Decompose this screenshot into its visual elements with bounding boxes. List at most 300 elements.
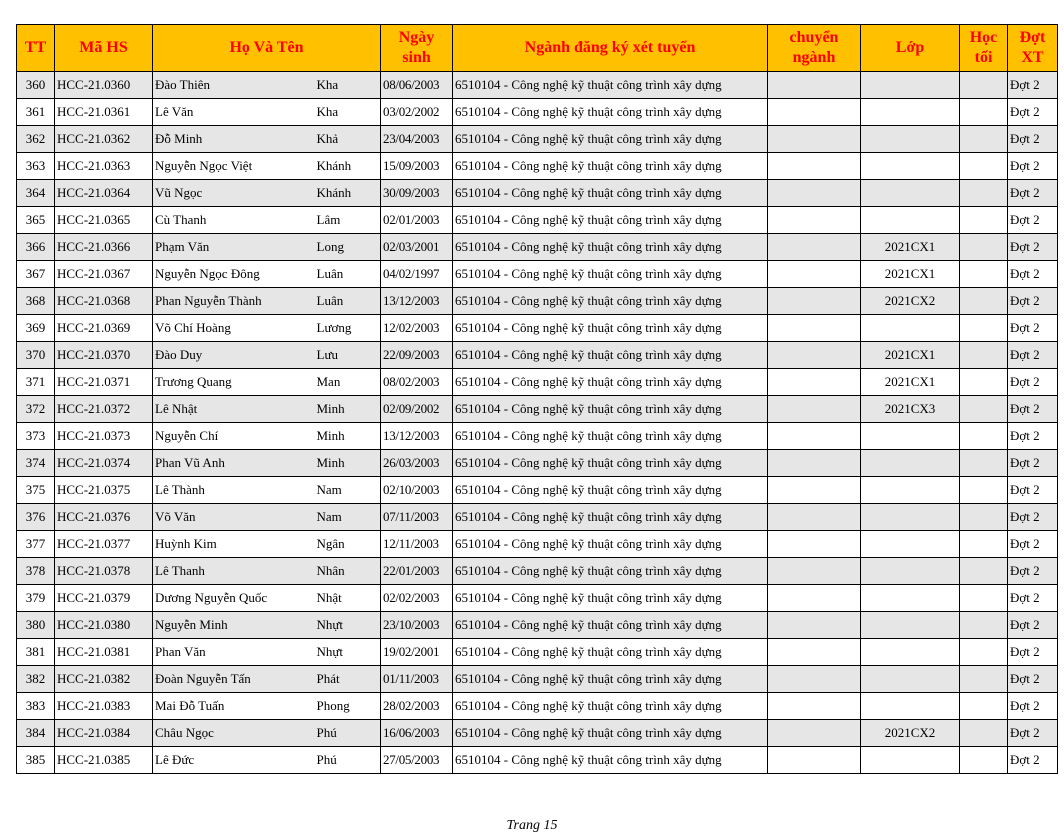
row-dot-xt-cell: Đợt 2 — [1008, 747, 1058, 774]
row-last-name-cell: Trương Quang — [153, 369, 315, 396]
row-first-name-cell: Lâm — [315, 207, 381, 234]
row-dot-xt-cell: Đợt 2 — [1008, 666, 1058, 693]
table-row — [17, 666, 1058, 693]
row-last-name-cell: Lê Văn — [153, 99, 315, 126]
row-dot-xt-cell: Đợt 2 — [1008, 369, 1058, 396]
row-major-cell: 6510104 - Công nghệ kỹ thuật công trình xây dựng — [453, 666, 768, 693]
row-ma-hs-cell: HCC-21.0385 — [55, 747, 153, 774]
row-first-name-cell: Phong — [315, 693, 381, 720]
row-chuyen-nganh-cell — [768, 261, 861, 288]
row-hoc-toi-cell — [960, 99, 1008, 126]
row-dot-xt-cell: Đợt 2 — [1008, 261, 1058, 288]
row-dob-cell: 13/12/2003 — [381, 288, 453, 315]
header-row — [17, 25, 1058, 72]
row-ma-hs-cell: HCC-21.0372 — [55, 396, 153, 423]
row-dob-cell: 15/09/2003 — [381, 153, 453, 180]
row-dob-cell: 02/01/2003 — [381, 207, 453, 234]
row-tt-cell: 377 — [17, 531, 55, 558]
row-major-cell: 6510104 - Công nghệ kỹ thuật công trình xây dựng — [453, 504, 768, 531]
row-last-name-cell: Nguyễn Chí — [153, 423, 315, 450]
row-tt-cell: 384 — [17, 720, 55, 747]
row-hoc-toi-cell — [960, 477, 1008, 504]
row-class-cell — [861, 180, 960, 207]
row-hoc-toi-cell — [960, 315, 1008, 342]
header-hoc-toi: Học tối — [960, 25, 1008, 72]
row-first-name-cell: Minh — [315, 423, 381, 450]
row-last-name-cell: Dương Nguyễn Quốc — [153, 585, 315, 612]
row-last-name-cell: Huỳnh Kim — [153, 531, 315, 558]
row-dob-cell: 16/06/2003 — [381, 720, 453, 747]
row-tt-cell: 371 — [17, 369, 55, 396]
row-hoc-toi-cell — [960, 720, 1008, 747]
row-ma-hs-cell: HCC-21.0368 — [55, 288, 153, 315]
row-hoc-toi-cell — [960, 342, 1008, 369]
row-tt-cell: 376 — [17, 504, 55, 531]
row-major-cell: 6510104 - Công nghệ kỹ thuật công trình xây dựng — [453, 558, 768, 585]
table-row — [17, 72, 1058, 99]
row-chuyen-nganh-cell — [768, 423, 861, 450]
row-hoc-toi-cell — [960, 639, 1008, 666]
row-major-cell: 6510104 - Công nghệ kỹ thuật công trình xây dựng — [453, 99, 768, 126]
row-last-name-cell: Phan Nguyễn Thành — [153, 288, 315, 315]
row-dot-xt-cell: Đợt 2 — [1008, 693, 1058, 720]
row-last-name-cell: Mai Đỗ Tuấn — [153, 693, 315, 720]
row-last-name-cell: Phạm Văn — [153, 234, 315, 261]
row-tt-cell: 372 — [17, 396, 55, 423]
row-class-cell — [861, 477, 960, 504]
row-class-cell — [861, 693, 960, 720]
row-major-cell: 6510104 - Công nghệ kỹ thuật công trình xây dựng — [453, 342, 768, 369]
table-row — [17, 153, 1058, 180]
row-dob-cell: 27/05/2003 — [381, 747, 453, 774]
row-class-cell — [861, 504, 960, 531]
row-dot-xt-cell: Đợt 2 — [1008, 504, 1058, 531]
row-dob-cell: 23/10/2003 — [381, 612, 453, 639]
row-dot-xt-cell: Đợt 2 — [1008, 288, 1058, 315]
row-major-cell: 6510104 - Công nghệ kỹ thuật công trình xây dựng — [453, 693, 768, 720]
row-ma-hs-cell: HCC-21.0376 — [55, 504, 153, 531]
row-tt-cell: 368 — [17, 288, 55, 315]
row-ma-hs-cell: HCC-21.0374 — [55, 450, 153, 477]
row-chuyen-nganh-cell — [768, 747, 861, 774]
row-hoc-toi-cell — [960, 261, 1008, 288]
table-header — [17, 25, 1058, 72]
row-hoc-toi-cell — [960, 612, 1008, 639]
row-chuyen-nganh-cell — [768, 234, 861, 261]
row-hoc-toi-cell — [960, 126, 1008, 153]
row-ma-hs-cell: HCC-21.0381 — [55, 639, 153, 666]
row-tt-cell: 361 — [17, 99, 55, 126]
row-tt-cell: 362 — [17, 126, 55, 153]
row-dob-cell: 01/11/2003 — [381, 666, 453, 693]
row-tt-cell: 364 — [17, 180, 55, 207]
row-dot-xt-cell: Đợt 2 — [1008, 207, 1058, 234]
row-last-name-cell: Lê Thanh — [153, 558, 315, 585]
row-last-name-cell: Châu Ngọc — [153, 720, 315, 747]
row-class-cell — [861, 72, 960, 99]
row-first-name-cell: Lưu — [315, 342, 381, 369]
row-dob-cell: 08/06/2003 — [381, 72, 453, 99]
row-ma-hs-cell: HCC-21.0365 — [55, 207, 153, 234]
row-tt-cell: 365 — [17, 207, 55, 234]
row-hoc-toi-cell — [960, 180, 1008, 207]
row-first-name-cell: Nam — [315, 477, 381, 504]
row-class-cell: 2021CX3 — [861, 396, 960, 423]
row-major-cell: 6510104 - Công nghệ kỹ thuật công trình xây dựng — [453, 531, 768, 558]
row-first-name-cell: Phú — [315, 720, 381, 747]
row-major-cell: 6510104 - Công nghệ kỹ thuật công trình xây dựng — [453, 450, 768, 477]
row-dot-xt-cell: Đợt 2 — [1008, 558, 1058, 585]
row-class-cell — [861, 666, 960, 693]
row-dot-xt-cell: Đợt 2 — [1008, 477, 1058, 504]
row-chuyen-nganh-cell — [768, 558, 861, 585]
row-tt-cell: 369 — [17, 315, 55, 342]
row-tt-cell: 363 — [17, 153, 55, 180]
row-dob-cell: 12/11/2003 — [381, 531, 453, 558]
row-chuyen-nganh-cell — [768, 153, 861, 180]
table-row — [17, 126, 1058, 153]
row-class-cell — [861, 531, 960, 558]
row-chuyen-nganh-cell — [768, 207, 861, 234]
row-major-cell: 6510104 - Công nghệ kỹ thuật công trình xây dựng — [453, 396, 768, 423]
header-dot-xt: Đợt XT — [1008, 25, 1058, 72]
row-tt-cell: 379 — [17, 585, 55, 612]
table-row — [17, 585, 1058, 612]
row-dot-xt-cell: Đợt 2 — [1008, 126, 1058, 153]
row-hoc-toi-cell — [960, 450, 1008, 477]
row-dot-xt-cell: Đợt 2 — [1008, 423, 1058, 450]
row-hoc-toi-cell — [960, 72, 1008, 99]
table-row — [17, 207, 1058, 234]
row-dob-cell: 22/09/2003 — [381, 342, 453, 369]
row-last-name-cell: Lê Nhật — [153, 396, 315, 423]
row-tt-cell: 366 — [17, 234, 55, 261]
row-hoc-toi-cell — [960, 693, 1008, 720]
row-chuyen-nganh-cell — [768, 369, 861, 396]
row-tt-cell: 373 — [17, 423, 55, 450]
row-ma-hs-cell: HCC-21.0384 — [55, 720, 153, 747]
row-major-cell: 6510104 - Công nghệ kỹ thuật công trình xây dựng — [453, 477, 768, 504]
row-class-cell — [861, 450, 960, 477]
row-dob-cell: 22/01/2003 — [381, 558, 453, 585]
table-row — [17, 342, 1058, 369]
row-dot-xt-cell: Đợt 2 — [1008, 180, 1058, 207]
row-class-cell — [861, 747, 960, 774]
row-dob-cell: 23/04/2003 — [381, 126, 453, 153]
table-row — [17, 423, 1058, 450]
row-class-cell: 2021CX1 — [861, 342, 960, 369]
header-ma-hs: Mã HS — [55, 25, 153, 72]
row-last-name-cell: Nguyễn Ngọc Việt — [153, 153, 315, 180]
table-row — [17, 261, 1058, 288]
row-dob-cell: 12/02/2003 — [381, 315, 453, 342]
row-chuyen-nganh-cell — [768, 396, 861, 423]
row-major-cell: 6510104 - Công nghệ kỹ thuật công trình xây dựng — [453, 585, 768, 612]
row-dot-xt-cell: Đợt 2 — [1008, 720, 1058, 747]
table-row — [17, 396, 1058, 423]
table-row — [17, 693, 1058, 720]
row-first-name-cell: Nhựt — [315, 639, 381, 666]
row-first-name-cell: Ngân — [315, 531, 381, 558]
row-chuyen-nganh-cell — [768, 504, 861, 531]
table-row — [17, 99, 1058, 126]
row-major-cell: 6510104 - Công nghệ kỹ thuật công trình xây dựng — [453, 288, 768, 315]
row-first-name-cell: Kha — [315, 72, 381, 99]
table-row — [17, 720, 1058, 747]
row-dot-xt-cell: Đợt 2 — [1008, 639, 1058, 666]
row-hoc-toi-cell — [960, 207, 1008, 234]
row-class-cell — [861, 99, 960, 126]
row-first-name-cell: Kha — [315, 99, 381, 126]
row-first-name-cell: Khánh — [315, 180, 381, 207]
row-hoc-toi-cell — [960, 234, 1008, 261]
row-tt-cell: 381 — [17, 639, 55, 666]
row-first-name-cell: Nhân — [315, 558, 381, 585]
row-class-cell: 2021CX2 — [861, 288, 960, 315]
row-major-cell: 6510104 - Công nghệ kỹ thuật công trình xây dựng — [453, 72, 768, 99]
row-major-cell: 6510104 - Công nghệ kỹ thuật công trình xây dựng — [453, 747, 768, 774]
row-dot-xt-cell: Đợt 2 — [1008, 396, 1058, 423]
row-last-name-cell: Phan Văn — [153, 639, 315, 666]
row-first-name-cell: Luân — [315, 261, 381, 288]
row-dot-xt-cell: Đợt 2 — [1008, 585, 1058, 612]
row-hoc-toi-cell — [960, 153, 1008, 180]
header-nganh: Ngành đăng ký xét tuyển — [453, 25, 768, 72]
row-chuyen-nganh-cell — [768, 639, 861, 666]
row-last-name-cell: Võ Chí Hoàng — [153, 315, 315, 342]
row-chuyen-nganh-cell — [768, 531, 861, 558]
row-dot-xt-cell: Đợt 2 — [1008, 153, 1058, 180]
row-ma-hs-cell: HCC-21.0373 — [55, 423, 153, 450]
row-ma-hs-cell: HCC-21.0378 — [55, 558, 153, 585]
row-hoc-toi-cell — [960, 558, 1008, 585]
row-dot-xt-cell: Đợt 2 — [1008, 612, 1058, 639]
row-dot-xt-cell: Đợt 2 — [1008, 234, 1058, 261]
row-tt-cell: 367 — [17, 261, 55, 288]
row-class-cell — [861, 126, 960, 153]
row-major-cell: 6510104 - Công nghệ kỹ thuật công trình xây dựng — [453, 369, 768, 396]
row-major-cell: 6510104 - Công nghệ kỹ thuật công trình xây dựng — [453, 234, 768, 261]
row-class-cell — [861, 315, 960, 342]
table-row — [17, 288, 1058, 315]
row-last-name-cell: Phan Vũ Anh — [153, 450, 315, 477]
row-ma-hs-cell: HCC-21.0366 — [55, 234, 153, 261]
table-row — [17, 369, 1058, 396]
row-chuyen-nganh-cell — [768, 126, 861, 153]
table-row — [17, 450, 1058, 477]
row-chuyen-nganh-cell — [768, 450, 861, 477]
row-tt-cell: 385 — [17, 747, 55, 774]
row-class-cell: 2021CX1 — [861, 261, 960, 288]
row-tt-cell: 370 — [17, 342, 55, 369]
row-last-name-cell: Võ Văn — [153, 504, 315, 531]
row-ma-hs-cell: HCC-21.0379 — [55, 585, 153, 612]
row-last-name-cell: Lê Đức — [153, 747, 315, 774]
row-first-name-cell: Long — [315, 234, 381, 261]
row-ma-hs-cell: HCC-21.0377 — [55, 531, 153, 558]
header-chuyen-nganh: chuyển ngành — [768, 25, 861, 72]
row-first-name-cell: Khánh — [315, 153, 381, 180]
row-last-name-cell: Đào Thiên — [153, 72, 315, 99]
row-last-name-cell: Đoàn Nguyễn Tấn — [153, 666, 315, 693]
table-row — [17, 747, 1058, 774]
row-ma-hs-cell: HCC-21.0361 — [55, 99, 153, 126]
row-class-cell: 2021CX1 — [861, 234, 960, 261]
header-ho-va-ten: Họ Và Tên — [153, 25, 381, 72]
row-hoc-toi-cell — [960, 369, 1008, 396]
row-hoc-toi-cell — [960, 423, 1008, 450]
row-class-cell: 2021CX1 — [861, 369, 960, 396]
row-major-cell: 6510104 - Công nghệ kỹ thuật công trình xây dựng — [453, 207, 768, 234]
header-tt: TT — [17, 25, 55, 72]
row-ma-hs-cell: HCC-21.0369 — [55, 315, 153, 342]
row-major-cell: 6510104 - Công nghệ kỹ thuật công trình xây dựng — [453, 153, 768, 180]
table-row — [17, 531, 1058, 558]
row-dob-cell: 03/02/2002 — [381, 99, 453, 126]
row-hoc-toi-cell — [960, 747, 1008, 774]
row-dob-cell: 02/02/2003 — [381, 585, 453, 612]
row-class-cell — [861, 612, 960, 639]
row-dob-cell: 02/09/2002 — [381, 396, 453, 423]
row-tt-cell: 378 — [17, 558, 55, 585]
row-ma-hs-cell: HCC-21.0367 — [55, 261, 153, 288]
student-roster-table — [16, 24, 1058, 774]
row-major-cell: 6510104 - Công nghệ kỹ thuật công trình xây dựng — [453, 315, 768, 342]
row-class-cell — [861, 153, 960, 180]
row-tt-cell: 375 — [17, 477, 55, 504]
row-hoc-toi-cell — [960, 585, 1008, 612]
row-major-cell: 6510104 - Công nghệ kỹ thuật công trình xây dựng — [453, 612, 768, 639]
row-first-name-cell: Minh — [315, 450, 381, 477]
row-tt-cell: 383 — [17, 693, 55, 720]
row-class-cell — [861, 639, 960, 666]
row-first-name-cell: Luân — [315, 288, 381, 315]
header-lop: Lớp — [861, 25, 960, 72]
table-row — [17, 639, 1058, 666]
row-major-cell: 6510104 - Công nghệ kỹ thuật công trình xây dựng — [453, 423, 768, 450]
table-row — [17, 612, 1058, 639]
row-dob-cell: 08/02/2003 — [381, 369, 453, 396]
row-last-name-cell: Nguyễn Minh — [153, 612, 315, 639]
table-body — [17, 72, 1058, 774]
row-dot-xt-cell: Đợt 2 — [1008, 99, 1058, 126]
row-class-cell — [861, 585, 960, 612]
row-dob-cell: 13/12/2003 — [381, 423, 453, 450]
row-class-cell — [861, 558, 960, 585]
row-ma-hs-cell: HCC-21.0375 — [55, 477, 153, 504]
row-dot-xt-cell: Đợt 2 — [1008, 315, 1058, 342]
table-row — [17, 315, 1058, 342]
row-tt-cell: 360 — [17, 72, 55, 99]
row-chuyen-nganh-cell — [768, 180, 861, 207]
row-dob-cell: 07/11/2003 — [381, 504, 453, 531]
row-chuyen-nganh-cell — [768, 342, 861, 369]
row-chuyen-nganh-cell — [768, 585, 861, 612]
row-chuyen-nganh-cell — [768, 72, 861, 99]
row-first-name-cell: Phát — [315, 666, 381, 693]
row-hoc-toi-cell — [960, 396, 1008, 423]
row-chuyen-nganh-cell — [768, 288, 861, 315]
row-ma-hs-cell: HCC-21.0383 — [55, 693, 153, 720]
row-ma-hs-cell: HCC-21.0363 — [55, 153, 153, 180]
row-tt-cell: 374 — [17, 450, 55, 477]
table-row — [17, 180, 1058, 207]
row-major-cell: 6510104 - Công nghệ kỹ thuật công trình xây dựng — [453, 126, 768, 153]
row-first-name-cell: Man — [315, 369, 381, 396]
row-ma-hs-cell: HCC-21.0371 — [55, 369, 153, 396]
row-dob-cell: 02/10/2003 — [381, 477, 453, 504]
row-last-name-cell: Lê Thành — [153, 477, 315, 504]
row-dob-cell: 19/02/2001 — [381, 639, 453, 666]
row-chuyen-nganh-cell — [768, 99, 861, 126]
row-dot-xt-cell: Đợt 2 — [1008, 450, 1058, 477]
row-major-cell: 6510104 - Công nghệ kỹ thuật công trình xây dựng — [453, 180, 768, 207]
row-ma-hs-cell: HCC-21.0370 — [55, 342, 153, 369]
row-ma-hs-cell: HCC-21.0382 — [55, 666, 153, 693]
row-last-name-cell: Cù Thanh — [153, 207, 315, 234]
row-dob-cell: 26/03/2003 — [381, 450, 453, 477]
row-chuyen-nganh-cell — [768, 612, 861, 639]
row-major-cell: 6510104 - Công nghệ kỹ thuật công trình xây dựng — [453, 720, 768, 747]
row-ma-hs-cell: HCC-21.0362 — [55, 126, 153, 153]
row-major-cell: 6510104 - Công nghệ kỹ thuật công trình xây dựng — [453, 261, 768, 288]
row-dot-xt-cell: Đợt 2 — [1008, 531, 1058, 558]
row-last-name-cell: Nguyễn Ngọc Đông — [153, 261, 315, 288]
row-ma-hs-cell: HCC-21.0380 — [55, 612, 153, 639]
row-chuyen-nganh-cell — [768, 315, 861, 342]
row-first-name-cell: Nhật — [315, 585, 381, 612]
row-first-name-cell: Khả — [315, 126, 381, 153]
row-chuyen-nganh-cell — [768, 720, 861, 747]
table-row — [17, 558, 1058, 585]
row-hoc-toi-cell — [960, 504, 1008, 531]
row-tt-cell: 380 — [17, 612, 55, 639]
header-ngay-sinh: Ngày sinh — [381, 25, 453, 72]
row-first-name-cell: Lương — [315, 315, 381, 342]
row-dob-cell: 28/02/2003 — [381, 693, 453, 720]
row-first-name-cell: Nam — [315, 504, 381, 531]
row-hoc-toi-cell — [960, 288, 1008, 315]
row-last-name-cell: Đỗ Minh — [153, 126, 315, 153]
table-row — [17, 504, 1058, 531]
row-ma-hs-cell: HCC-21.0360 — [55, 72, 153, 99]
row-dot-xt-cell: Đợt 2 — [1008, 72, 1058, 99]
row-class-cell — [861, 423, 960, 450]
table-row — [17, 234, 1058, 261]
row-class-cell — [861, 207, 960, 234]
row-chuyen-nganh-cell — [768, 477, 861, 504]
row-hoc-toi-cell — [960, 666, 1008, 693]
row-chuyen-nganh-cell — [768, 693, 861, 720]
row-last-name-cell: Vũ Ngọc — [153, 180, 315, 207]
row-hoc-toi-cell — [960, 531, 1008, 558]
row-chuyen-nganh-cell — [768, 666, 861, 693]
row-dob-cell: 04/02/1997 — [381, 261, 453, 288]
row-first-name-cell: Minh — [315, 396, 381, 423]
table-row — [17, 477, 1058, 504]
row-last-name-cell: Đào Duy — [153, 342, 315, 369]
row-first-name-cell: Phú — [315, 747, 381, 774]
row-major-cell: 6510104 - Công nghệ kỹ thuật công trình xây dựng — [453, 639, 768, 666]
row-dot-xt-cell: Đợt 2 — [1008, 342, 1058, 369]
row-class-cell: 2021CX2 — [861, 720, 960, 747]
page-number: Trang 15 — [506, 818, 558, 833]
row-ma-hs-cell: HCC-21.0364 — [55, 180, 153, 207]
row-dob-cell: 02/03/2001 — [381, 234, 453, 261]
row-dob-cell: 30/09/2003 — [381, 180, 453, 207]
row-first-name-cell: Nhựt — [315, 612, 381, 639]
row-tt-cell: 382 — [17, 666, 55, 693]
